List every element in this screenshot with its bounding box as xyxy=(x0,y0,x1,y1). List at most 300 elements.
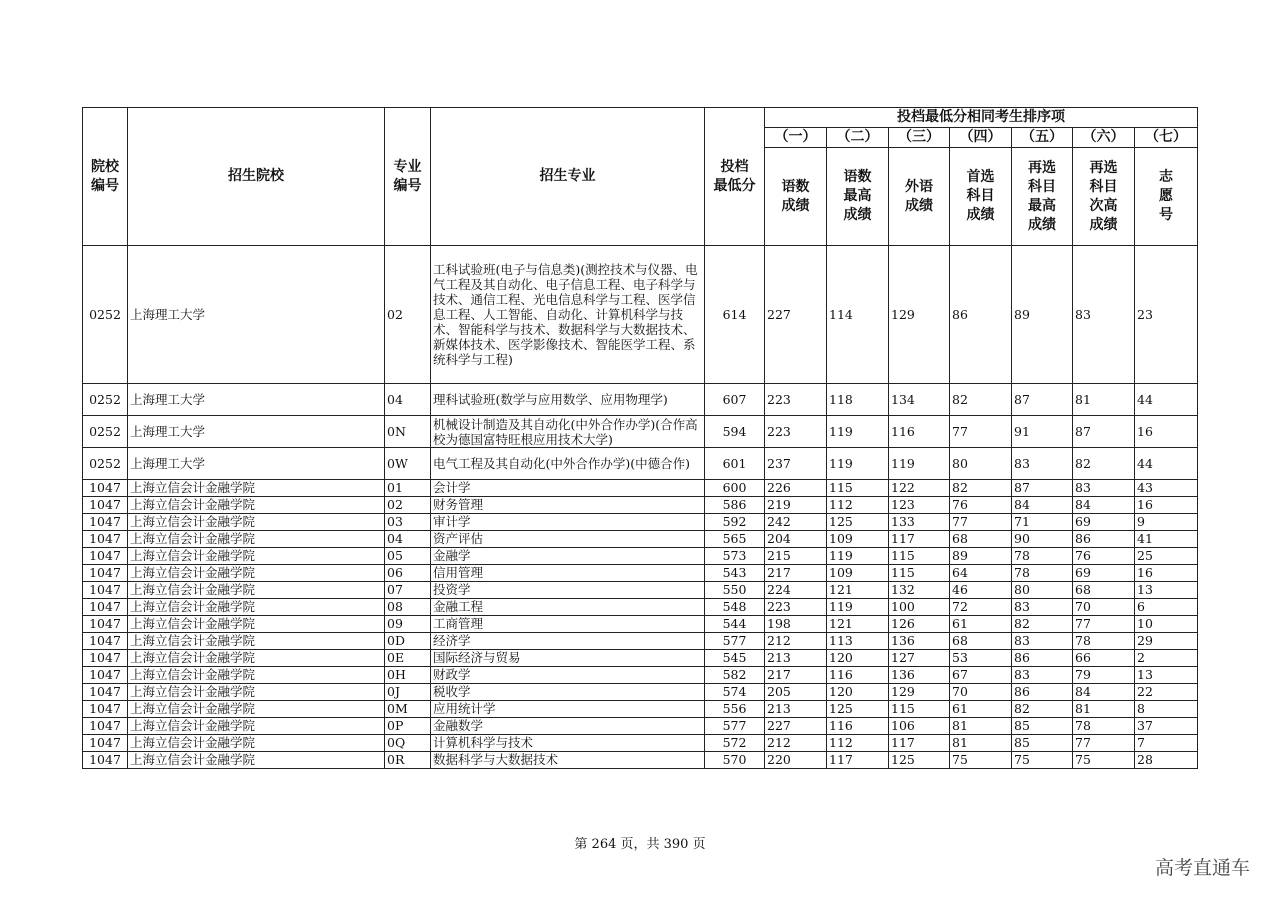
cell-min-score: 586 xyxy=(705,497,765,514)
cell-major-code: 07 xyxy=(385,582,431,599)
cell-school-name: 上海立信会计金融学院 xyxy=(128,684,385,701)
table-row xyxy=(83,480,1198,497)
cell-tiebreak-1: 227 xyxy=(765,246,827,384)
cell-tiebreak-2: 116 xyxy=(827,667,889,684)
header-major-code xyxy=(385,108,431,246)
cell-school-name: 上海立信会计金融学院 xyxy=(128,514,385,531)
cell-tiebreak-1: 223 xyxy=(765,384,827,416)
cell-major-code: 0W xyxy=(385,448,431,480)
cell-major-name: 税收学 xyxy=(431,684,705,701)
cell-tiebreak-1: 219 xyxy=(765,497,827,514)
cell-tiebreak-4: 76 xyxy=(950,497,1012,514)
cell-school-name: 上海立信会计金融学院 xyxy=(128,735,385,752)
cell-tiebreak-4: 77 xyxy=(950,514,1012,531)
cell-min-score: 594 xyxy=(705,416,765,448)
cell-tiebreak-5: 84 xyxy=(1012,497,1073,514)
header-tiebreak-label-7 xyxy=(1135,148,1198,246)
cell-tiebreak-3: 117 xyxy=(889,531,950,548)
cell-major-name: 审计学 xyxy=(431,514,705,531)
cell-tiebreak-6: 78 xyxy=(1073,718,1135,735)
cell-min-score: 577 xyxy=(705,718,765,735)
cell-tiebreak-3: 106 xyxy=(889,718,950,735)
cell-tiebreak-1: 226 xyxy=(765,480,827,497)
cell-major-code: 0E xyxy=(385,650,431,667)
cell-tiebreak-3: 132 xyxy=(889,582,950,599)
cell-major-code: 0J xyxy=(385,684,431,701)
cell-school-code: 0252 xyxy=(83,246,128,384)
cell-major-code: 0D xyxy=(385,633,431,650)
cell-tiebreak-6: 77 xyxy=(1073,616,1135,633)
cell-major-code: 0M xyxy=(385,701,431,718)
table-row xyxy=(83,616,1198,633)
cell-tiebreak-2: 121 xyxy=(827,582,889,599)
cell-tiebreak-1: 242 xyxy=(765,514,827,531)
cell-tiebreak-7: 28 xyxy=(1135,752,1198,769)
cell-tiebreak-3: 134 xyxy=(889,384,950,416)
cell-school-code: 1047 xyxy=(83,548,128,565)
table-body xyxy=(83,246,1198,769)
header-tiebreak-label-3-text: 外语 成绩 xyxy=(905,178,933,214)
cell-school-name: 上海立信会计金融学院 xyxy=(128,531,385,548)
cell-tiebreak-5: 83 xyxy=(1012,633,1073,650)
cell-tiebreak-2: 119 xyxy=(827,416,889,448)
cell-tiebreak-6: 86 xyxy=(1073,531,1135,548)
cell-tiebreak-7: 13 xyxy=(1135,582,1198,599)
table-row xyxy=(83,650,1198,667)
cell-school-name: 上海立信会计金融学院 xyxy=(128,565,385,582)
table-row xyxy=(83,633,1198,650)
cell-school-name: 上海立信会计金融学院 xyxy=(128,701,385,718)
cell-tiebreak-5: 86 xyxy=(1012,650,1073,667)
cell-tiebreak-4: 72 xyxy=(950,599,1012,616)
table-row xyxy=(83,582,1198,599)
cell-min-score: 592 xyxy=(705,514,765,531)
cell-school-name: 上海立信会计金融学院 xyxy=(128,599,385,616)
cell-tiebreak-1: 213 xyxy=(765,650,827,667)
cell-tiebreak-5: 86 xyxy=(1012,684,1073,701)
cell-tiebreak-7: 37 xyxy=(1135,718,1198,735)
cell-tiebreak-4: 89 xyxy=(950,548,1012,565)
cell-tiebreak-3: 127 xyxy=(889,650,950,667)
cell-tiebreak-6: 79 xyxy=(1073,667,1135,684)
cell-tiebreak-5: 85 xyxy=(1012,718,1073,735)
cell-tiebreak-7: 44 xyxy=(1135,384,1198,416)
cell-school-code: 1047 xyxy=(83,497,128,514)
header-school-code xyxy=(83,108,128,246)
cell-tiebreak-7: 6 xyxy=(1135,599,1198,616)
header-tiebreak-num-1: （一） xyxy=(765,128,827,148)
cell-tiebreak-7: 9 xyxy=(1135,514,1198,531)
cell-major-name: 应用统计学 xyxy=(431,701,705,718)
header-school-name: 招生院校 xyxy=(128,108,385,246)
cell-tiebreak-7: 7 xyxy=(1135,735,1198,752)
cell-tiebreak-7: 8 xyxy=(1135,701,1198,718)
cell-tiebreak-2: 119 xyxy=(827,548,889,565)
cell-tiebreak-7: 16 xyxy=(1135,416,1198,448)
cell-tiebreak-6: 70 xyxy=(1073,599,1135,616)
cell-tiebreak-4: 67 xyxy=(950,667,1012,684)
cell-tiebreak-3: 136 xyxy=(889,633,950,650)
cell-major-code: 08 xyxy=(385,599,431,616)
cell-tiebreak-4: 46 xyxy=(950,582,1012,599)
table-row xyxy=(83,701,1198,718)
cell-tiebreak-1: 215 xyxy=(765,548,827,565)
cell-tiebreak-5: 78 xyxy=(1012,548,1073,565)
cell-major-code: 01 xyxy=(385,480,431,497)
cell-tiebreak-4: 81 xyxy=(950,718,1012,735)
cell-tiebreak-7: 23 xyxy=(1135,246,1198,384)
cell-tiebreak-7: 13 xyxy=(1135,667,1198,684)
cell-tiebreak-3: 136 xyxy=(889,667,950,684)
header-tiebreak-label-2-text: 语数 最高 成绩 xyxy=(843,169,872,223)
cell-min-score: 582 xyxy=(705,667,765,684)
cell-tiebreak-2: 109 xyxy=(827,565,889,582)
cell-school-name: 上海立信会计金融学院 xyxy=(128,582,385,599)
cell-school-name: 上海立信会计金融学院 xyxy=(128,480,385,497)
cell-tiebreak-4: 61 xyxy=(950,701,1012,718)
header-tiebreak-num-5: （五） xyxy=(1012,128,1073,148)
table-row xyxy=(83,246,1198,384)
cell-major-name: 数据科学与大数据技术 xyxy=(431,752,705,769)
cell-tiebreak-1: 223 xyxy=(765,416,827,448)
cell-tiebreak-2: 125 xyxy=(827,514,889,531)
header-major-code-text: 专业 编号 xyxy=(393,158,422,194)
cell-min-score: 565 xyxy=(705,531,765,548)
cell-tiebreak-1: 217 xyxy=(765,565,827,582)
table-row xyxy=(83,718,1198,735)
cell-tiebreak-2: 120 xyxy=(827,684,889,701)
cell-tiebreak-2: 112 xyxy=(827,735,889,752)
header-min-score-text: 投档 最低分 xyxy=(713,158,756,194)
cell-min-score: 548 xyxy=(705,599,765,616)
cell-major-name: 金融工程 xyxy=(431,599,705,616)
cell-major-code: 0P xyxy=(385,718,431,735)
header-tiebreak-num-2: （二） xyxy=(827,128,889,148)
header-tiebreak-label-5 xyxy=(1012,148,1073,246)
cell-tiebreak-3: 122 xyxy=(889,480,950,497)
header-tiebreak-num-3: （三） xyxy=(889,128,950,148)
header-tiebreak-num-4: （四） xyxy=(950,128,1012,148)
cell-major-name: 机械设计制造及其自动化(中外合作办学)(合作高校为德国富特旺根应用技术大学) xyxy=(431,416,705,448)
cell-major-name: 金融学 xyxy=(431,548,705,565)
cell-school-code: 1047 xyxy=(83,701,128,718)
cell-tiebreak-4: 80 xyxy=(950,448,1012,480)
header-tiebreak-label-3 xyxy=(889,148,950,246)
cell-school-code: 1047 xyxy=(83,480,128,497)
cell-major-code: 09 xyxy=(385,616,431,633)
cell-major-code: 0R xyxy=(385,752,431,769)
cell-tiebreak-4: 82 xyxy=(950,384,1012,416)
cell-school-code: 1047 xyxy=(83,599,128,616)
cell-school-name: 上海立信会计金融学院 xyxy=(128,650,385,667)
cell-tiebreak-1: 213 xyxy=(765,701,827,718)
table-row xyxy=(83,548,1198,565)
cell-tiebreak-3: 133 xyxy=(889,514,950,531)
cell-school-code: 1047 xyxy=(83,667,128,684)
cell-tiebreak-7: 43 xyxy=(1135,480,1198,497)
cell-major-code: 04 xyxy=(385,384,431,416)
cell-tiebreak-2: 118 xyxy=(827,384,889,416)
cell-tiebreak-7: 16 xyxy=(1135,497,1198,514)
table-row xyxy=(83,384,1198,416)
table-row xyxy=(83,752,1198,769)
cell-tiebreak-5: 82 xyxy=(1012,701,1073,718)
cell-min-score: 556 xyxy=(705,701,765,718)
page-number: 第 264 页，共 390 页 xyxy=(574,837,706,852)
cell-school-name: 上海理工大学 xyxy=(128,416,385,448)
header-major-name: 招生专业 xyxy=(431,108,705,246)
cell-tiebreak-6: 81 xyxy=(1073,384,1135,416)
cell-school-name: 上海立信会计金融学院 xyxy=(128,633,385,650)
cell-tiebreak-2: 117 xyxy=(827,752,889,769)
cell-tiebreak-6: 83 xyxy=(1073,246,1135,384)
table-row xyxy=(83,514,1198,531)
cell-tiebreak-4: 75 xyxy=(950,752,1012,769)
cell-school-name: 上海立信会计金融学院 xyxy=(128,616,385,633)
cell-tiebreak-5: 87 xyxy=(1012,480,1073,497)
cell-tiebreak-4: 70 xyxy=(950,684,1012,701)
cell-major-name: 信用管理 xyxy=(431,565,705,582)
cell-major-name: 工商管理 xyxy=(431,616,705,633)
cell-major-code: 0H xyxy=(385,667,431,684)
cell-tiebreak-2: 115 xyxy=(827,480,889,497)
cell-major-name: 计算机科学与技术 xyxy=(431,735,705,752)
cell-tiebreak-1: 224 xyxy=(765,582,827,599)
cell-tiebreak-4: 61 xyxy=(950,616,1012,633)
header-tiebreak-label-5-text: 再选 科目 最高 成绩 xyxy=(1028,159,1056,233)
cell-school-code: 1047 xyxy=(83,684,128,701)
cell-tiebreak-2: 114 xyxy=(827,246,889,384)
table-row xyxy=(83,667,1198,684)
cell-min-score: 577 xyxy=(705,633,765,650)
cell-school-code: 1047 xyxy=(83,718,128,735)
header-tiebreak-title: 投档最低分相同考生排序项 xyxy=(765,108,1198,128)
cell-tiebreak-3: 115 xyxy=(889,548,950,565)
cell-major-code: 04 xyxy=(385,531,431,548)
cell-tiebreak-3: 119 xyxy=(889,448,950,480)
header-min-score xyxy=(705,108,765,246)
cell-school-code: 1047 xyxy=(83,531,128,548)
cell-tiebreak-3: 129 xyxy=(889,246,950,384)
cell-tiebreak-1: 204 xyxy=(765,531,827,548)
cell-tiebreak-7: 2 xyxy=(1135,650,1198,667)
cell-tiebreak-7: 10 xyxy=(1135,616,1198,633)
cell-tiebreak-2: 119 xyxy=(827,599,889,616)
cell-tiebreak-2: 125 xyxy=(827,701,889,718)
cell-school-code: 0252 xyxy=(83,416,128,448)
cell-major-code: 02 xyxy=(385,246,431,384)
cell-tiebreak-7: 25 xyxy=(1135,548,1198,565)
cell-school-code: 0252 xyxy=(83,384,128,416)
cell-tiebreak-1: 217 xyxy=(765,667,827,684)
cell-min-score: 600 xyxy=(705,480,765,497)
cell-tiebreak-4: 64 xyxy=(950,565,1012,582)
cell-tiebreak-6: 83 xyxy=(1073,480,1135,497)
cell-tiebreak-6: 78 xyxy=(1073,633,1135,650)
cell-tiebreak-5: 90 xyxy=(1012,531,1073,548)
cell-major-code: 06 xyxy=(385,565,431,582)
table-row xyxy=(83,599,1198,616)
cell-tiebreak-5: 80 xyxy=(1012,582,1073,599)
cell-tiebreak-6: 81 xyxy=(1073,701,1135,718)
cell-tiebreak-5: 83 xyxy=(1012,599,1073,616)
cell-tiebreak-6: 66 xyxy=(1073,650,1135,667)
cell-tiebreak-5: 87 xyxy=(1012,384,1073,416)
cell-tiebreak-4: 68 xyxy=(950,531,1012,548)
cell-tiebreak-5: 83 xyxy=(1012,667,1073,684)
cell-school-name: 上海立信会计金融学院 xyxy=(128,752,385,769)
cell-major-name: 会计学 xyxy=(431,480,705,497)
cell-school-name: 上海理工大学 xyxy=(128,246,385,384)
cell-tiebreak-3: 116 xyxy=(889,416,950,448)
header-school-code-text: 院校 编号 xyxy=(91,158,119,194)
table-row xyxy=(83,448,1198,480)
cell-tiebreak-1: 212 xyxy=(765,735,827,752)
header-tiebreak-label-4 xyxy=(950,148,1012,246)
cell-school-code: 1047 xyxy=(83,565,128,582)
header-tiebreak-label-1 xyxy=(765,148,827,246)
watermark-text: 高考直通车 xyxy=(1154,857,1250,879)
cell-tiebreak-2: 112 xyxy=(827,497,889,514)
cell-school-code: 1047 xyxy=(83,633,128,650)
cell-tiebreak-3: 100 xyxy=(889,599,950,616)
cell-tiebreak-1: 205 xyxy=(765,684,827,701)
cell-major-name: 工科试验班(电子与信息类)(测控技术与仪器、电气工程及其自动化、电子信息工程、电子科学与技术、通信工程、光电信息科学与工程、医学信息工程、人工智能、自动化、计算机科学与技术、智能科学与技术、数据科学与大数据技术、新媒体技术、医学影像技术、智能医学工程、系统科学与工程) xyxy=(431,246,705,384)
cell-major-name: 理科试验班(数学与应用数学、应用物理学) xyxy=(431,384,705,416)
cell-tiebreak-6: 82 xyxy=(1073,448,1135,480)
header-tiebreak-label-1-text: 语数 成绩 xyxy=(781,178,810,214)
table-row xyxy=(83,565,1198,582)
cell-min-score: 545 xyxy=(705,650,765,667)
cell-tiebreak-2: 119 xyxy=(827,448,889,480)
cell-school-code: 1047 xyxy=(83,650,128,667)
cell-tiebreak-6: 69 xyxy=(1073,514,1135,531)
cell-school-name: 上海立信会计金融学院 xyxy=(128,718,385,735)
cell-tiebreak-6: 77 xyxy=(1073,735,1135,752)
cell-tiebreak-3: 125 xyxy=(889,752,950,769)
header-tiebreak-label-4-text: 首选 科目 成绩 xyxy=(966,169,995,223)
cell-min-score: 572 xyxy=(705,735,765,752)
cell-tiebreak-1: 212 xyxy=(765,633,827,650)
table-row xyxy=(83,684,1198,701)
cell-tiebreak-3: 126 xyxy=(889,616,950,633)
cell-tiebreak-7: 16 xyxy=(1135,565,1198,582)
cell-school-code: 1047 xyxy=(83,582,128,599)
cell-major-code: 02 xyxy=(385,497,431,514)
cell-tiebreak-4: 68 xyxy=(950,633,1012,650)
cell-major-name: 财政学 xyxy=(431,667,705,684)
cell-tiebreak-2: 109 xyxy=(827,531,889,548)
cell-tiebreak-6: 87 xyxy=(1073,416,1135,448)
cell-tiebreak-5: 91 xyxy=(1012,416,1073,448)
cell-school-name: 上海立信会计金融学院 xyxy=(128,497,385,514)
cell-tiebreak-4: 81 xyxy=(950,735,1012,752)
cell-tiebreak-3: 129 xyxy=(889,684,950,701)
cell-school-code: 1047 xyxy=(83,752,128,769)
cell-tiebreak-7: 29 xyxy=(1135,633,1198,650)
cell-major-name: 经济学 xyxy=(431,633,705,650)
header-tiebreak-num-6: （六） xyxy=(1073,128,1135,148)
cell-tiebreak-3: 117 xyxy=(889,735,950,752)
cell-tiebreak-2: 116 xyxy=(827,718,889,735)
cell-tiebreak-7: 22 xyxy=(1135,684,1198,701)
cell-min-score: 574 xyxy=(705,684,765,701)
cell-tiebreak-1: 223 xyxy=(765,599,827,616)
header-tiebreak-label-2 xyxy=(827,148,889,246)
cell-tiebreak-5: 78 xyxy=(1012,565,1073,582)
cell-tiebreak-7: 41 xyxy=(1135,531,1198,548)
cell-min-score: 570 xyxy=(705,752,765,769)
cell-school-code: 0252 xyxy=(83,448,128,480)
cell-tiebreak-5: 71 xyxy=(1012,514,1073,531)
table-row xyxy=(83,735,1198,752)
cell-major-code: 0Q xyxy=(385,735,431,752)
cell-major-name: 金融数学 xyxy=(431,718,705,735)
cell-tiebreak-1: 220 xyxy=(765,752,827,769)
cell-tiebreak-1: 198 xyxy=(765,616,827,633)
cell-school-name: 上海理工大学 xyxy=(128,448,385,480)
cell-tiebreak-5: 85 xyxy=(1012,735,1073,752)
cell-school-name: 上海立信会计金融学院 xyxy=(128,667,385,684)
cell-tiebreak-4: 86 xyxy=(950,246,1012,384)
cell-tiebreak-6: 68 xyxy=(1073,582,1135,599)
cell-min-score: 544 xyxy=(705,616,765,633)
cell-tiebreak-2: 121 xyxy=(827,616,889,633)
cell-tiebreak-5: 83 xyxy=(1012,448,1073,480)
cell-tiebreak-3: 123 xyxy=(889,497,950,514)
cell-tiebreak-6: 84 xyxy=(1073,497,1135,514)
table-row xyxy=(83,416,1198,448)
cell-school-name: 上海立信会计金融学院 xyxy=(128,548,385,565)
cell-major-name: 电气工程及其自动化(中外合作办学)(中德合作) xyxy=(431,448,705,480)
cell-major-code: 05 xyxy=(385,548,431,565)
cell-min-score: 614 xyxy=(705,246,765,384)
cell-tiebreak-5: 89 xyxy=(1012,246,1073,384)
admission-score-table xyxy=(82,107,1198,769)
cell-tiebreak-2: 113 xyxy=(827,633,889,650)
cell-major-name: 财务管理 xyxy=(431,497,705,514)
cell-tiebreak-6: 75 xyxy=(1073,752,1135,769)
cell-major-code: 03 xyxy=(385,514,431,531)
cell-tiebreak-3: 115 xyxy=(889,565,950,582)
cell-tiebreak-6: 76 xyxy=(1073,548,1135,565)
cell-tiebreak-1: 227 xyxy=(765,718,827,735)
cell-min-score: 601 xyxy=(705,448,765,480)
cell-school-name: 上海理工大学 xyxy=(128,384,385,416)
cell-major-name: 投资学 xyxy=(431,582,705,599)
cell-school-code: 1047 xyxy=(83,735,128,752)
cell-tiebreak-5: 82 xyxy=(1012,616,1073,633)
cell-tiebreak-5: 75 xyxy=(1012,752,1073,769)
cell-tiebreak-3: 115 xyxy=(889,701,950,718)
cell-school-code: 1047 xyxy=(83,514,128,531)
table-row xyxy=(83,531,1198,548)
cell-tiebreak-2: 120 xyxy=(827,650,889,667)
table-row xyxy=(83,497,1198,514)
cell-tiebreak-4: 82 xyxy=(950,480,1012,497)
cell-min-score: 607 xyxy=(705,384,765,416)
cell-tiebreak-1: 237 xyxy=(765,448,827,480)
header-tiebreak-label-6-text: 再选 科目 次高 成绩 xyxy=(1089,159,1118,233)
header-tiebreak-label-7-text: 志 愿 号 xyxy=(1159,169,1174,223)
cell-min-score: 573 xyxy=(705,548,765,565)
cell-school-code: 1047 xyxy=(83,616,128,633)
cell-tiebreak-6: 69 xyxy=(1073,565,1135,582)
cell-tiebreak-7: 44 xyxy=(1135,448,1198,480)
cell-min-score: 550 xyxy=(705,582,765,599)
table-header xyxy=(83,108,1198,246)
cell-major-code: 0N xyxy=(385,416,431,448)
